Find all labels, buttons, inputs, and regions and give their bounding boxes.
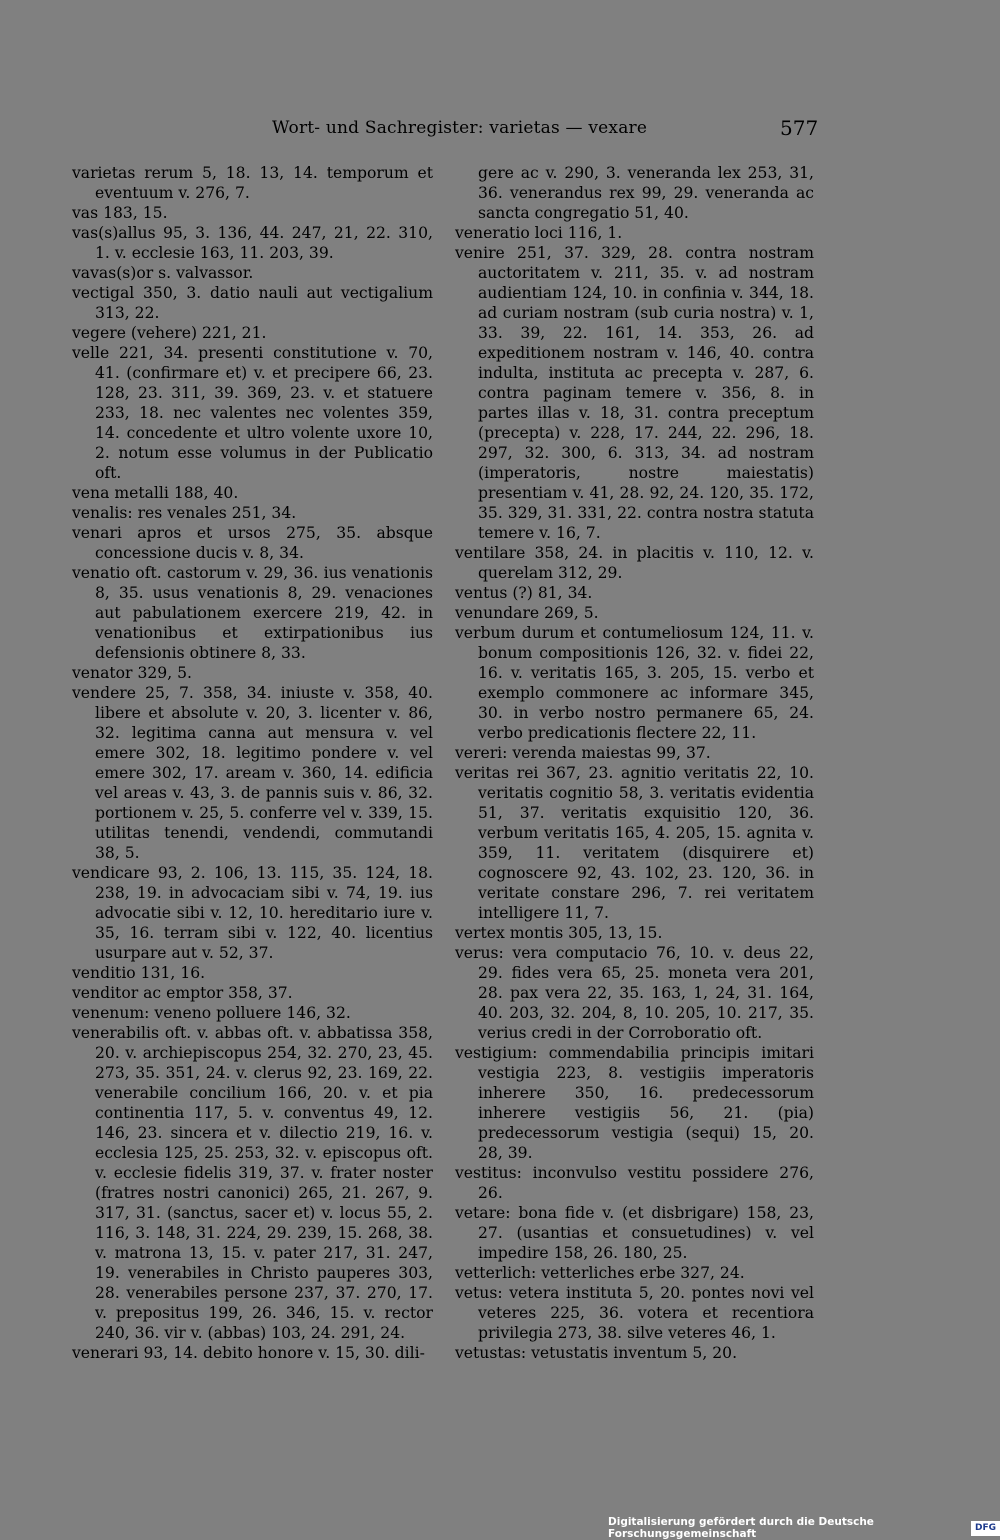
index-entry: vectigal 350, 3. datio nauli aut vectigalium 313, 22. [72, 284, 433, 322]
index-entry: vas 183, 15. [72, 204, 168, 222]
index-entry: vetare: bona fide v. (et disbrigare) 158, 23, 27. (usantias et consuetudines) v. vel impedire 158, 26. 180, 25. [455, 1204, 814, 1262]
index-entry: ventilare 358, 24. in placitis v. 110, 12. v. querelam 312, 29. [455, 544, 814, 582]
index-entry: vetus: vetera instituta 5, 20. pontes novi vel veteres 225, 36. votera et recentiora privilegia 273, 38. silve veteres 46, 1. [455, 1284, 814, 1342]
index-entry: vendicare 93, 2. 106, 13. 115, 35. 124, 18. 238, 19. in advocaciam sibi v. 74, 19. ius advocatie sibi v. 12, 10. hereditario iure v. 35, 16. terram sibi v. 122, 40. licentius usurpare aut v. 52, 37. [72, 864, 433, 962]
index-entry: vereri: verenda maiestas 99, 37. [455, 744, 711, 762]
index-entry: verbum durum et contumeliosum 124, 11. v. bonum compositionis 126, 32. v. fidei 22, 16. v. veritatis 165, 3. 205, 15. verbo et exemplo commonere ac informare 345, 30. in verbo nostro permanere 65, 24. verbo predicationis flectere 22, 11. [455, 624, 814, 742]
index-entry: varietas rerum 5, 18. 13, 14. temporum et eventuum v. 276, 7. [72, 164, 433, 202]
index-entry: venatio oft. castorum v. 29, 36. ius venationis 8, 35. usus venationis 8, 29. venaciones aut pabulationem exercere 219, 42. in venationibus et extirpationibus ius defensionis obtinere 8, 33. [72, 564, 433, 662]
page-header [0, 116, 1000, 144]
index-entry: vas(s)allus 95, 3. 136, 44. 247, 21, 22. 310, 1. v. ecclesie 163, 11. 203, 39. [72, 224, 433, 262]
index-entry: venator 329, 5. [72, 664, 192, 682]
index-entry: venari apros et ursos 275, 35. absque concessione ducis v. 8, 34. [72, 524, 433, 562]
index-entry: veritas rei 367, 23. agnitio veritatis 22, 10. veritatis cognitio 58, 3. veritatis evidentia 51, 37. veritatis exquisitio 120, 36. verbum veritatis 165, 4. 205, 15. agnita v. 359, 11. veritatem (disquirere et) cognoscere 92, 43. 102, 23. 120, 36. in veritate constare 296, 7. rei veritatem intelligere 11, 7. [455, 764, 814, 922]
digitization-credit [608, 1516, 1000, 1540]
left-column [72, 163, 433, 1363]
index-entry: venenum: veneno polluere 146, 32. [72, 1004, 351, 1022]
index-entry: ventus (?) 81, 34. [455, 584, 593, 602]
credit-text: Digitalisierung gefördert durch die Deutsche Forschungsgemeinschaft [608, 1516, 874, 1540]
index-entry: venundare 269, 5. [455, 604, 599, 622]
index-entry: vetustas: vetustatis inventum 5, 20. [455, 1344, 738, 1362]
page-number: 577 [780, 116, 819, 140]
index-entry: velle 221, 34. presenti constitutione v. 70, 41. (confirmare et) v. et precipere 66, 23. 128, 23. 311, 39. 369, 23. v. et statuere 233, 18. nec valentes nec volentes 359, 14. concedente et ultro volente uxore 10, 2. notum esse volumus in der Publicatio oft. [72, 344, 433, 482]
index-entry: vetterlich: vetterliches erbe 327, 24. [455, 1264, 745, 1282]
index-entry: veneratio loci 116, 1. [455, 224, 623, 242]
index-entry: venditor ac emptor 358, 37. [72, 984, 293, 1002]
index-entry: vestitus: inconvulso vestitu possidere 276, 26. [455, 1164, 814, 1202]
index-entry: venalis: res venales 251, 34. [72, 504, 297, 522]
running-title: Wort- und Sachregister: varietas — vexare [272, 118, 648, 138]
index-entry: vena metalli 188, 40. [72, 484, 239, 502]
index-entry: vestigium: commendabilia principis imitari vestigia 223, 8. vestigiis imperatoris inherere 350, 16. predecessorum inherere vestigiis 56, 21. (pia) predecessorum vestigia (sequi) 15, 20. 28, 39. [455, 1044, 814, 1162]
index-entry: vendere 25, 7. 358, 34. iniuste v. 358, 40. libere et absolute v. 20, 3. licenter v. 86, 32. legitima canna aut mensura v. vel emere 302, 18. legitimo pondere v. vel emere 302, 17. aream v. 360, 14. edificia vel areas v. 43, 3. de pannis suis v. 86, 32. portionem v. 25, 5. conferre vel v. 339, 15. utilitas tenendi, vendendi, commutandi 38, 5. [72, 684, 433, 862]
index-entry: vertex montis 305, 13, 15. [455, 924, 663, 942]
index-entry: vegere (vehere) 221, 21. [72, 324, 267, 342]
index-entry: vavas(s)or s. valvassor. [72, 264, 254, 282]
index-entry: verus: vera computacio 76, 10. v. deus 22, 29. fides vera 65, 25. moneta vera 201, 28. pax vera 22, 35. 163, 1, 24, 31. 164, 40. 203, 32. 204, 8, 10. 205, 10. 217, 35. verius credi in der Corroboratio oft. [455, 944, 814, 1042]
index-entry: venire 251, 37. 329, 28. contra nostram auctoritatem v. 211, 35. v. ad nostram audientiam 124, 10. in confinia v. 344, 18. ad curiam nostram (sub curia nostra) v. 1, 33. 39, 22. 161, 14. 353, 26. ad expeditionem nostram v. 146, 40. contra indulta, instituta ac precepta v. 287, 6. contra paginam temere v. 356, 8. in partes illas v. 18, 31. contra preceptum (precepta) v. 228, 17. 244, 22. 296, 18. 297, 32. 300, 6. 313, 34. ad nostram (imperatoris, nostre maiestatis) presentiam v. 41, 28. 92, 24. 120, 35. 172, 35. 329, 31. 331, 22. contra nostra statuta temere v. 16, 7. [455, 244, 814, 542]
dfg-logo: DFG [971, 1521, 1000, 1536]
right-column [455, 163, 814, 1363]
index-entry: venerari 93, 14. debito honore v. 15, 30. dili- [72, 1344, 425, 1362]
index-entry-continuation: gere ac v. 290, 3. veneranda lex 253, 31, 36. venerandus rex 99, 29. veneranda ac sancta congregatio 51, 40. [478, 164, 814, 222]
index-entry: venditio 131, 16. [72, 964, 206, 982]
index-entry: venerabilis oft. v. abbas oft. v. abbatissa 358, 20. v. archiepiscopus 254, 32. 270, 23, 45. 273, 35. 351, 24. v. clerus 92, 23. 169, 22. venerabile concilium 166, 20. v. et pia continentia 117, 5. v. conventus 49, 12. 146, 23. sincera et v. dilectio 219, 16. v. ecclesia 125, 25. 253, 32. v. episcopus oft. v. ecclesie fidelis 319, 37. v. frater noster (fratres nostri canonici) 265, 21. 267, 9. 317, 31. (sanctus, sacer et) v. locus 55, 2. 116, 3. 148, 31. 224, 29. 239, 15. 268, 38. v. matrona 13, 15. v. pater 217, 31. 247, 19. venerabiles in Christo pauperes 303, 28. venerabiles persone 237, 37. 270, 17. v. prepositus 199, 26. 346, 15. v. rector 240, 36. vir v. (abbas) 103, 24. 291, 24. [72, 1024, 433, 1342]
